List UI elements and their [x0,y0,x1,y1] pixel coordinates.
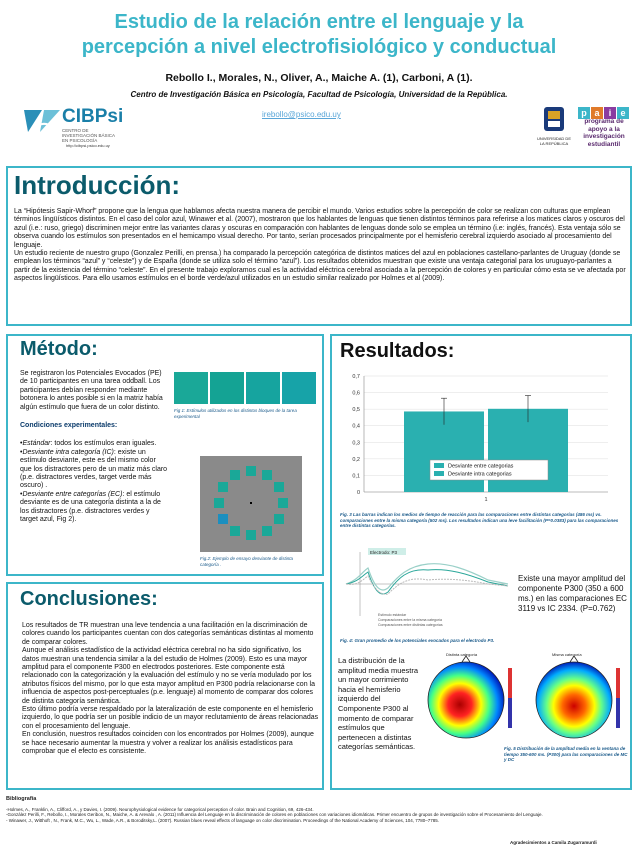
fig2-stimulus-display [200,456,302,552]
fig2-caption: Fig.2: Ejemplo de ensayo desviante de distinta categoría . [200,556,294,567]
ring-stimulus [262,526,272,536]
conditions-title: Condiciones experimentales: [20,422,118,430]
stimulus-swatch-2 [210,372,244,404]
paie-text: programa de apoyo a la investigación estudiantil [583,118,625,148]
y-tick-label: 0 [356,490,360,496]
color-scale-bar-low [616,698,620,728]
method-intro: Se registraron los Potenciales Evocados (PE) de 10 participantes en una tarea oddball. Los participantes debían responder mediante botonera lo antes posible si en la matriz había algún estímulo que fuera de un color distinto. [20,370,163,411]
y-tick-label: 0,2 [352,456,360,463]
y-tick-label: 0,6 [352,390,360,397]
intro-paragraph-1: La “Hipótesis Sapir-Whorf” propone que la lengua que hablamos afecta nuestra manera de percibir el mundo. Varios estudios sobre la percepción de color se realizan con culturas que emplean términos lingüísticos distintos. En el caso del color azul, Winawer et al. (2007), mostraron que los hablantes de lenguas que tienen distintos términos para referirse a los matices claros y oscuros del azul (i.e.: ruso, griego) discriminen mejor entre las variantes claras y oscuras en comparación con hablantes de lenguas donde solo se emplea un término (i.e: inglés, francés). Esta ventaja sólo se observa cuando los estímulos son presentados en el hemicampo visual derecho. Por tanto, serían procesados principalmente por el hemisferio cerebral izquierdo asociado al procesamiento del lenguaje. [14,208,625,249]
cibpsi-name: CIBPsi [62,106,124,127]
udelar-crest-icon [540,105,568,135]
erp-waveform-chart [338,546,514,632]
topographic-maps [416,650,630,744]
conclusions-paragraph-2: Aunque el análisis estadístico de la actividad eléctrica cerebral no ha sido significativo, los datos muestran una tendencia similar a la del estudio de Holmes (2009). Esto es una mayor amplitud para el componente P300 en electrodos posteriores. Este componente está relacionado con la categorización y la evaluación del estímulo y no se vería modulado por los atributos físicos del mismo, por lo que esta mayor amplitud en P300 podría relacionarse con la influencia de aspectos post-perceptuales (p.e. lenguaje) al momento de comparar dos colores de distinta categoría semántica. [22,647,315,705]
topo-result-text: La distribución de la amplitud media muestra un mayor corrimiento hacia el hemisferio izquierdo del Componente P300 al momento de comparar estímulos que pertenecen a distintas categorías semánticas. [338,656,419,752]
condition-standard-text: : todos los estímulos eran iguales. [50,440,157,448]
topomap-same [536,662,612,738]
condition-ic-label: Desviante intra categoría (IC) [22,448,114,456]
method-section [6,334,324,576]
fig5-caption: Fig. 5 Distribución de la amplitud media en la ventana de tiempo 350-600 ms. (P300) para las comparaciones de MC y DC [504,746,628,762]
deviant-stimulus [218,514,228,524]
legend-label: Desviante entre categorias [448,463,514,470]
fixation-point [250,502,252,504]
method-heading: Método: [20,338,98,360]
intro-section [6,166,632,326]
title-line-1: Estudio de la relación entre el lenguaje y la [114,11,524,33]
bibliography-title: Bibliografía [6,796,37,802]
stimulus-swatch-1 [174,372,208,404]
erp-legend-different: Comparaciones entre distintas categorías [378,623,443,627]
ring-stimulus [262,470,272,480]
paie-letter-i: i [604,107,616,119]
fig3-caption: Fig. 3 Las barras indican los medios de tiempo de reacción para las comparaciones entre distintas categorías (486 ms) vs. comparaciones entre la misma categoría (502 ms). Los resultados indican una leve facilitación (P=0.0383) para las comparaciones entre distintas categorías. [340,512,619,528]
condition-ic: •Desviante intra categoría (IC): existe un estímulo desviante, este es del mismo color que los distractores pero de un matiz más claro (p.e. distractores verdes, target verde más oscuro) . [20,448,168,490]
condition-standard: •Estándar: todos los estímulos eran iguales. [20,440,157,448]
intro-paragraph-2: Un estudio reciente de nuestro grupo (Gonzalez Perilli, en prensa.) ha comparado la percepción categórica de distintos matices del azul en poblaciones castellano-parlantes de Uruguay (donde se emplean los términos “azul” y “celeste”) y de España (donde se utiliza solo el término “azul”). Los resultados obtenidos muestran que existe una ventaja categorial para los uruguayo-parlantes a partir de la existencia del término “celeste”. En el presente trabajo exploramos cual es la actividad eléctrica cerebral asociada a la percepción de colores y en particular cómo esta se ve afectada por aspectos lingüísticos. Para ello usamos estímulos en el borde verde/azul utilizados en un estudio similar realizado por Holmes et al (2009). [14,250,626,283]
udelar-name: UNIVERSIDAD DE LA REPÚBLICA [536,136,571,146]
poster-title [0,10,638,60]
conclusions-text [22,622,320,757]
ring-stimulus [214,498,224,508]
bibliography [6,797,636,823]
condition-ic-text: : existe un estímulo desviante, este es del mismo color que los distractores pero de un matiz más claro (p.e. distractores verdes, target verde más oscuro) . [20,448,168,490]
ring-stimulus [230,470,240,480]
fig1-caption: Fig 1: Estímulos utilizados en los distintos bloques de la tarea experimental [174,408,297,419]
condition-standard-label: Estándar [22,440,51,448]
condition-ec-text: : el estímulo desviante es de una categoría distinta a la de los distractores (p.e. distractores verdes y target azul, Fig 2). [20,490,161,524]
method-text [20,370,168,525]
conclusions-paragraph-1: Los resultados de TR muestran una leve tendencia a una facilitación en la discriminación de colores cuando los participantes cuentan con dos categorías semánticas distintas al momento de comparar colores. [22,622,314,646]
cibpsi-url[interactable]: http://cibpsi.psico.edu.uy [66,143,110,148]
reference-2: -González Perilli, F., Rebollo, I., Morales Geribon, N., Maiche, A. & Arevalo , A. (2011) Influencia del Lenguaje en la discriminación de colores en poblaciones con variaciones idiomáticas. Primer encuentro de grupos de investigación sobre el Procesamiento del Lenguaje. [6,812,543,818]
stimulus-swatch-4 [282,372,316,404]
condition-ec: •Desviante entre categorías (EC): el estímulo desviante es de una categoría distinta a la de los distractores (p.e. distractores verdes y target azul, Fig 2). [20,490,161,524]
cibpsi-logo-icon [20,106,60,136]
condition-ec-label: Desviante entre categorías (EC) [22,490,123,498]
ring-stimulus [246,530,256,540]
conclusions-paragraph-3: Esto último podría verse respaldado por la lateralización de este componente en el hemisferio izquierdo, lo que podría ser un posible indicio de un mayor reclutamiento de áreas relacionadas con el procesamiento del lenguaje. [22,706,319,730]
paie-letter-e: e [617,107,629,119]
erp-result-text: Existe una mayor amplitud del componente P300 (350 a 600 ms.) en las comparaciones EC 3119 vs IC 2334. (P=0.762) [518,574,627,613]
fig4-caption: Fig. 4: Gran promedio de los potenciales evocados para el electrodo P3. [340,638,495,643]
ring-stimulus [246,466,256,476]
title-line-2: percepción a nivel electrofisiológico y conductual [81,36,557,58]
paie-letter-p: p [578,107,590,119]
intro-heading: Introducción: [14,170,181,200]
email-link[interactable]: irebollo@psico.edu.uy [262,110,341,119]
paie-letter-a: a [591,107,603,119]
erp-legend-standard: Estímulo estándar [378,613,407,617]
cibpsi-subtitle: CENTRO DE INVESTIGACIÓN BÁSICA EN PSICOLOGÍA [62,128,115,143]
authors: Rebollo I., Morales, N., Oliver, A., Maiche A. (1), Carboni, A (1). [165,72,473,84]
results-section [330,334,632,790]
erp-electrode-label: Electrodo: P3 [370,550,398,555]
y-tick-label: 0,3 [352,440,360,447]
y-tick-label: 0,4 [352,423,360,430]
ring-stimulus [218,482,228,492]
ring-stimulus [274,514,284,524]
ring-stimulus [274,482,284,492]
intro-text [14,208,626,284]
y-tick-label: 0,5 [352,407,360,414]
ring-stimulus [278,498,288,508]
y-tick-label: 0,1 [352,473,360,480]
topo-label-different: Distinta categoría [446,652,478,657]
y-tick-label: 0,7 [352,374,360,380]
fig1-stimuli [174,372,316,404]
acknowledgements: Agradecimientos a Camila Zugarramurdi [510,840,597,845]
erp-legend-same: Comparaciones entre la misma categoría [378,618,443,622]
ring-stimulus [230,526,240,536]
stimulus-swatch-3 [246,372,280,404]
topomap-different [428,662,504,738]
color-scale-bar-low [508,698,512,728]
topo-label-same: Misma categoría [552,652,582,657]
conclusions-paragraph-4: En conclusión, nuestros resultados coinciden con los encontrados por Holmes (2009), aunque se hace necesario aumentar la muestra y volver a realizar los análisis estadísticos para comprobar que el efecto es consistente. [22,731,314,756]
legend-swatch [434,471,444,476]
conclusions-section [6,582,324,790]
reference-1: -Holmes, A., Franklin, A., Clifford, A., y Davies, I. (2009). Neurophysiological evidence for categorical perception of color. Brain and Cognition, 69, 426-434. [6,806,314,812]
conclusions-heading: Conclusiones: [20,588,158,610]
legend-swatch [434,463,444,468]
rt-bar-chart [338,368,622,508]
x-tick-label: 1 [484,497,488,503]
results-heading: Resultados: [340,340,455,362]
affiliation: Centro de Investigación Básica en Psicología, Facultad de Psicología, Universidad de la República. [130,90,508,99]
legend-label: Desviante intra categorias [448,471,512,478]
reference-3: - Winawer, J., Witthoft , N., Frank, M.C., Wu, L., Wade, A.R., & Boroditsky,L. (2007). Russian blues reveal effects of language on color discrimination. Proceedings of the National Academy of Sciences, 104, 7780–7785. [6,817,440,823]
